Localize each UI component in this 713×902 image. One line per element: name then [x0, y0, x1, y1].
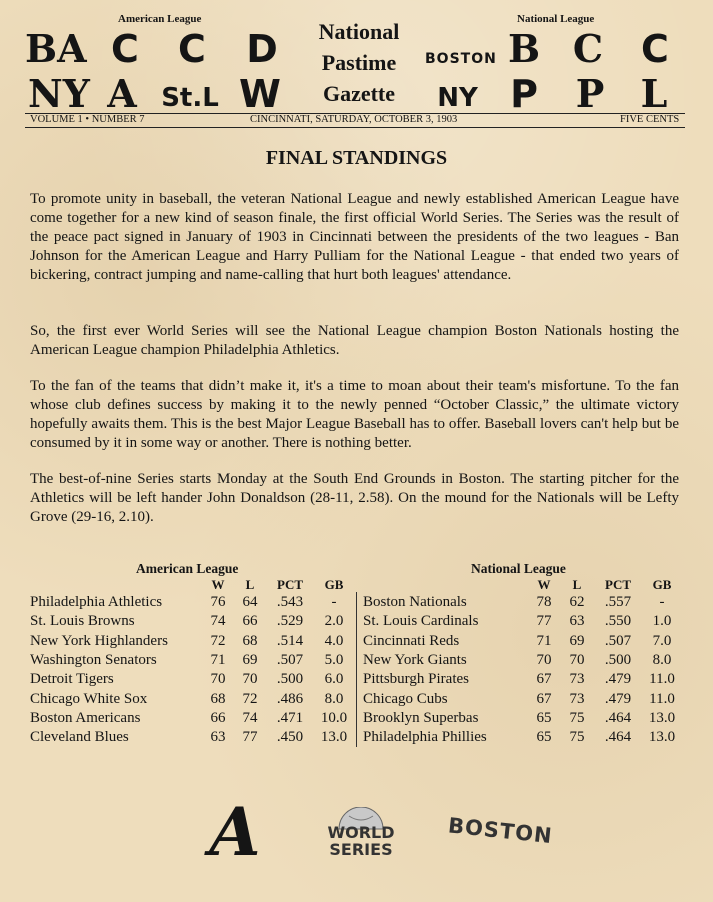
nl-gb-cell: 7.0 — [652, 632, 672, 649]
nl-team-cell: St. Louis Cardinals — [363, 613, 479, 630]
nl-gb-cell: 8.0 — [652, 651, 672, 668]
al-losses-cell: 77 — [242, 729, 258, 746]
chicago-nl-logo: C — [641, 27, 669, 71]
article-paragraph-3: To the fan of the teams that didn’t make it, it's a time to moan about their team's misfortune. To the fan whose club defines success by making it to the newly penned “October Classic,” the ultimate victory hopefully awaits them. This is the best Major League Baseball has to offer. Baseball lovers can't help but be consumed by it in some way or another. There is nothing better. — [30, 378, 679, 451]
al-pct-cell: .450 — [276, 729, 304, 746]
al-team-cell: Chicago White Sox — [30, 690, 148, 707]
washington-logo: W — [239, 72, 281, 116]
nl-losses-cell: 73 — [569, 690, 585, 707]
al-pct-cell: .507 — [276, 651, 304, 668]
al-team-cell: Washington Senators — [30, 651, 157, 668]
nl-wins-cell: 71 — [536, 632, 552, 649]
al-pct-cell: .514 — [276, 632, 304, 649]
al-gb-cell: 5.0 — [324, 651, 344, 668]
nl-team-cell: Philadelphia Phillies — [363, 729, 487, 746]
al-team-cell: St. Louis Browns — [30, 613, 135, 630]
nl-wins-cell: 70 — [536, 651, 552, 668]
nl-header-pct: PCT — [605, 577, 631, 592]
al-losses-cell: 68 — [242, 632, 258, 649]
al-header-pct: PCT — [277, 577, 303, 592]
nl-pct-cell: .464 — [604, 709, 632, 726]
pittsburgh-logo: P — [510, 72, 538, 116]
dateline-bottom-rule — [25, 127, 685, 128]
article-paragraph-2: So, the first ever World Series will see the National League champion Boston Nationals hosting the American League champion Philadelphia Athletics. — [30, 323, 679, 358]
masthead-line-1: National — [318, 19, 400, 44]
al-header-w: W — [211, 577, 225, 592]
al-losses-cell: 64 — [242, 594, 258, 610]
brooklyn-logo: B — [507, 26, 541, 71]
volume-number: VOLUME 1 • NUMBER 7 — [30, 114, 145, 125]
al-header-gb: GB — [324, 577, 344, 592]
nl-wins-cell: 67 — [536, 671, 552, 688]
al-losses-cell: 72 — [242, 690, 258, 707]
nl-team-cell: Brooklyn Superbas — [363, 709, 479, 726]
article-paragraph-1: To promote unity in baseball, the veteran National League and newly established American League have come together for a new kind of season finale, the first official World Series. The Series was the result of the peace pact signed in January of 1903 in Cincinnati between the presidents of the two leagues - Ban Johnson for the American League and Harry Pulliam for the National League - that ended two years of bickering, contract jumping and name-calling that hurt both leagues' attendance. — [30, 191, 679, 283]
nl-losses-cell: 73 — [569, 671, 585, 688]
nl-gb-cell: 11.0 — [649, 690, 675, 707]
nl-team-cell: Pittsburgh Pirates — [363, 671, 469, 688]
nl-header-w: W — [537, 577, 551, 592]
al-gb-cell: 6.0 — [324, 671, 344, 688]
al-wins-cell: 76 — [210, 594, 226, 610]
nl-team-cell: New York Giants — [363, 651, 467, 668]
al-losses-cell: 69 — [242, 651, 258, 668]
al-wins-cell: 72 — [210, 632, 226, 649]
nl-gb-cell: 1.0 — [652, 613, 672, 630]
nl-pct-cell: .500 — [604, 651, 632, 668]
st-louis-al-logo: St.L — [161, 83, 219, 113]
al-wins-cell: 68 — [210, 690, 226, 707]
al-header-label: American League — [118, 13, 202, 25]
nl-gb-cell: 13.0 — [648, 729, 676, 746]
nl-pct-cell: .479 — [604, 671, 632, 688]
al-wins-cell: 63 — [210, 729, 226, 746]
nl-wins-cell: 65 — [536, 709, 552, 726]
nl-wins-cell: 78 — [536, 594, 552, 610]
al-pct-cell: .500 — [276, 671, 304, 688]
nl-gb-cell: - — [659, 594, 665, 610]
world-series-line-1: WORLD — [327, 823, 395, 842]
al-gb-cell: 10.0 — [320, 709, 348, 726]
al-team-cell: Cleveland Blues — [30, 729, 129, 746]
baltimore-logo: BA — [25, 26, 87, 71]
al-wins-cell: 70 — [210, 671, 226, 688]
nl-losses-cell: 63 — [569, 613, 585, 630]
al-pct-cell: .471 — [276, 709, 304, 726]
price: FIVE CENTS — [620, 114, 680, 125]
st-louis-nl-logo: L — [640, 71, 668, 116]
al-wins-cell: 66 — [210, 709, 226, 726]
nl-losses-cell: 75 — [569, 709, 585, 726]
nl-pct-cell: .550 — [604, 613, 632, 630]
nl-gb-cell: 13.0 — [648, 709, 676, 726]
nl-header-l: L — [572, 577, 582, 592]
nl-losses-cell: 62 — [569, 594, 585, 610]
al-team-cell: Detroit Tigers — [30, 671, 114, 688]
al-pct-cell: .543 — [276, 594, 304, 610]
philadelphia-al-logo: A — [107, 71, 137, 116]
al-losses-cell: 74 — [242, 709, 258, 726]
masthead — [294, 16, 424, 109]
world-series-line-2: SERIES — [329, 840, 393, 859]
al-pct-cell: .529 — [276, 613, 304, 630]
al-standings-title: American League — [136, 561, 239, 576]
al-wins-cell: 71 — [210, 651, 226, 668]
dateline: CINCINNATI, SATURDAY, OCTOBER 3, 1903 — [250, 114, 458, 125]
nl-team-cell: Cincinnati Reds — [363, 632, 460, 649]
athletics-logo: A — [209, 793, 261, 871]
philadelphia-nl-logo: P — [575, 71, 605, 116]
nl-wins-cell: 67 — [536, 690, 552, 707]
article-paragraph-4: The best-of-nine Series starts Monday at the South End Grounds in Boston. The starting pitcher for the Athletics will be left hander John Donaldson (28-11, 2.58). On the mound for the Nationals will be Lefty Grove (29-16, 2.10). — [30, 471, 679, 525]
nl-header-label: National League — [517, 13, 595, 25]
al-header-l: L — [245, 577, 255, 592]
nl-wins-cell: 77 — [536, 613, 552, 630]
nl-pct-cell: .507 — [604, 632, 632, 649]
masthead-line-3: Gazette — [322, 81, 396, 106]
al-losses-cell: 70 — [242, 671, 258, 688]
world-series-logo — [325, 807, 397, 861]
chicago-al-logo: C — [178, 27, 206, 71]
nl-team-cell: Chicago Cubs — [363, 690, 448, 707]
boston-logo: BOSTON — [446, 813, 554, 849]
al-wins-cell: 74 — [210, 613, 226, 630]
detroit-logo: D — [246, 27, 278, 71]
boston-nl-logo: BOSTON — [425, 51, 497, 67]
al-team-cell: Philadelphia Athletics — [30, 594, 163, 610]
al-gb-cell: 4.0 — [324, 632, 344, 649]
nl-standings-title: National League — [471, 561, 566, 576]
al-losses-cell: 66 — [242, 613, 258, 630]
headline: FINAL STANDINGS — [265, 147, 448, 169]
cincinnati-logo: C — [572, 26, 604, 71]
al-gb-cell: - — [331, 594, 337, 610]
nl-losses-cell: 70 — [569, 651, 585, 668]
nl-team-cell: Boston Nationals — [363, 594, 467, 610]
al-gb-cell: 13.0 — [320, 729, 348, 746]
al-pct-cell: .486 — [276, 690, 304, 707]
nl-losses-cell: 75 — [569, 729, 585, 746]
standings-divider — [356, 592, 357, 747]
nl-losses-cell: 69 — [569, 632, 585, 649]
al-gb-cell: 2.0 — [324, 613, 344, 630]
new-york-al-logo: NY — [28, 71, 90, 116]
cleveland-logo: C — [111, 27, 139, 71]
al-gb-cell: 8.0 — [324, 690, 344, 707]
nl-pct-cell: .464 — [604, 729, 632, 746]
nl-pct-cell: .557 — [604, 594, 632, 610]
al-team-cell: New York Highlanders — [30, 632, 168, 649]
al-team-cell: Boston Americans — [30, 709, 141, 726]
new-york-nl-logo: NY — [437, 83, 478, 113]
nl-gb-cell: 11.0 — [649, 671, 675, 688]
nl-pct-cell: .479 — [604, 690, 632, 707]
nl-wins-cell: 65 — [536, 729, 552, 746]
nl-header-gb: GB — [652, 577, 672, 592]
masthead-line-2: Pastime — [321, 50, 397, 75]
